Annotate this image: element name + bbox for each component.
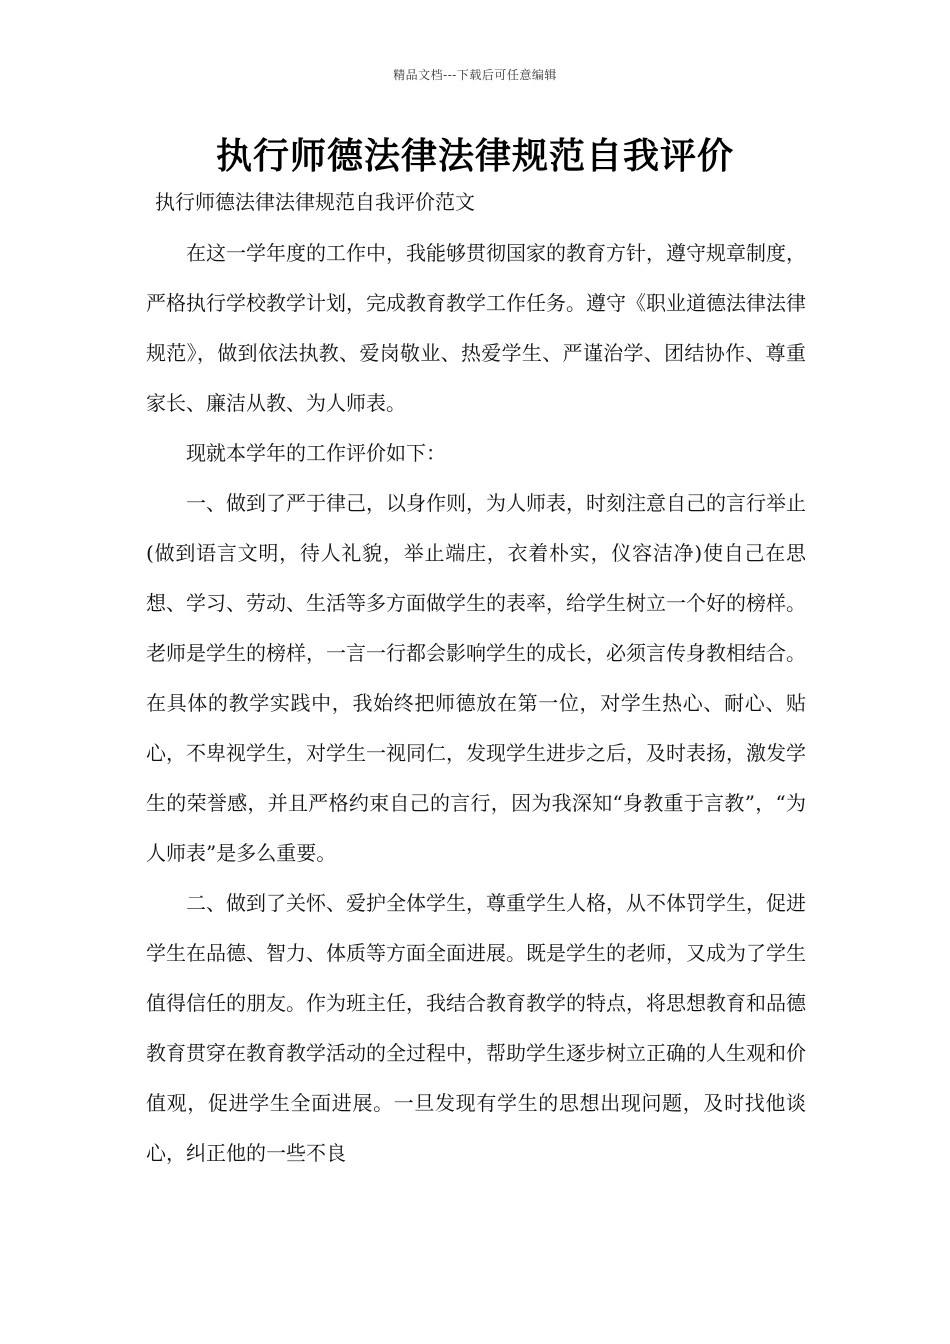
paragraph-summary-lead: 现就本学年的工作评价如下：: [186, 441, 446, 465]
document-title: 执行师德法律法律规范自我评价: [215, 136, 734, 177]
document-subtitle: 执行师德法律法律规范自我评价范文: [155, 190, 475, 214]
paragraph-intro: 在这一学年度的工作中，我能够贯彻国家的教育方针，遵守规章制度，严格执行学校教学计划，完成教育教学工作任务。遵守《职业道德法律法律规范》，做到依法执教、爱岗敬业、热爱学生、严谨治学、团结协作、尊重家长、廉洁从教、为人师表。: [146, 241, 806, 415]
header-note: 精品文档---下载后可任意编辑: [393, 68, 557, 82]
paragraph-point-two: 二、做到了关怀、爱护全体学生，尊重学生人格，从不体罚学生，促进学生在品德、智力、体质等方面全面进展。既是学生的老师，又成为了学生值得信任的朋友。作为班主任，我结合教育教学的特点，将思想教育和品德教育贯穿在教育教学活动的全过程中，帮助学生逐步树立正确的人生观和价值观，促进学生全面进展。一旦发现有学生的思想出现问题，及时找他谈心，纠正他的一些不良: [146, 891, 806, 1165]
document-body: [146, 228, 806, 1178]
paragraph-point-one: 一、做到了严于律己，以身作则，为人师表，时刻注意自己的言行举止(做到语言文明，待人礼貌，举止端庄，衣着朴实，仪容洁净)使自己在思想、学习、劳动、生活等多方面做学生的表率，给学生树立一个好的榜样。老师是学生的榜样，一言一行都会影响学生的成长，必须言传身教相结合。在具体的教学实践中，我始终把师德放在第一位，对学生热心、耐心、贴心，不卑视学生，对学生一视同仁，发现学生进步之后，及时表扬，激发学生的荣誉感，并且严格约束自己的言行，因为我深知“身教重于言教”，“为人师表”是多么重要。: [146, 491, 806, 865]
